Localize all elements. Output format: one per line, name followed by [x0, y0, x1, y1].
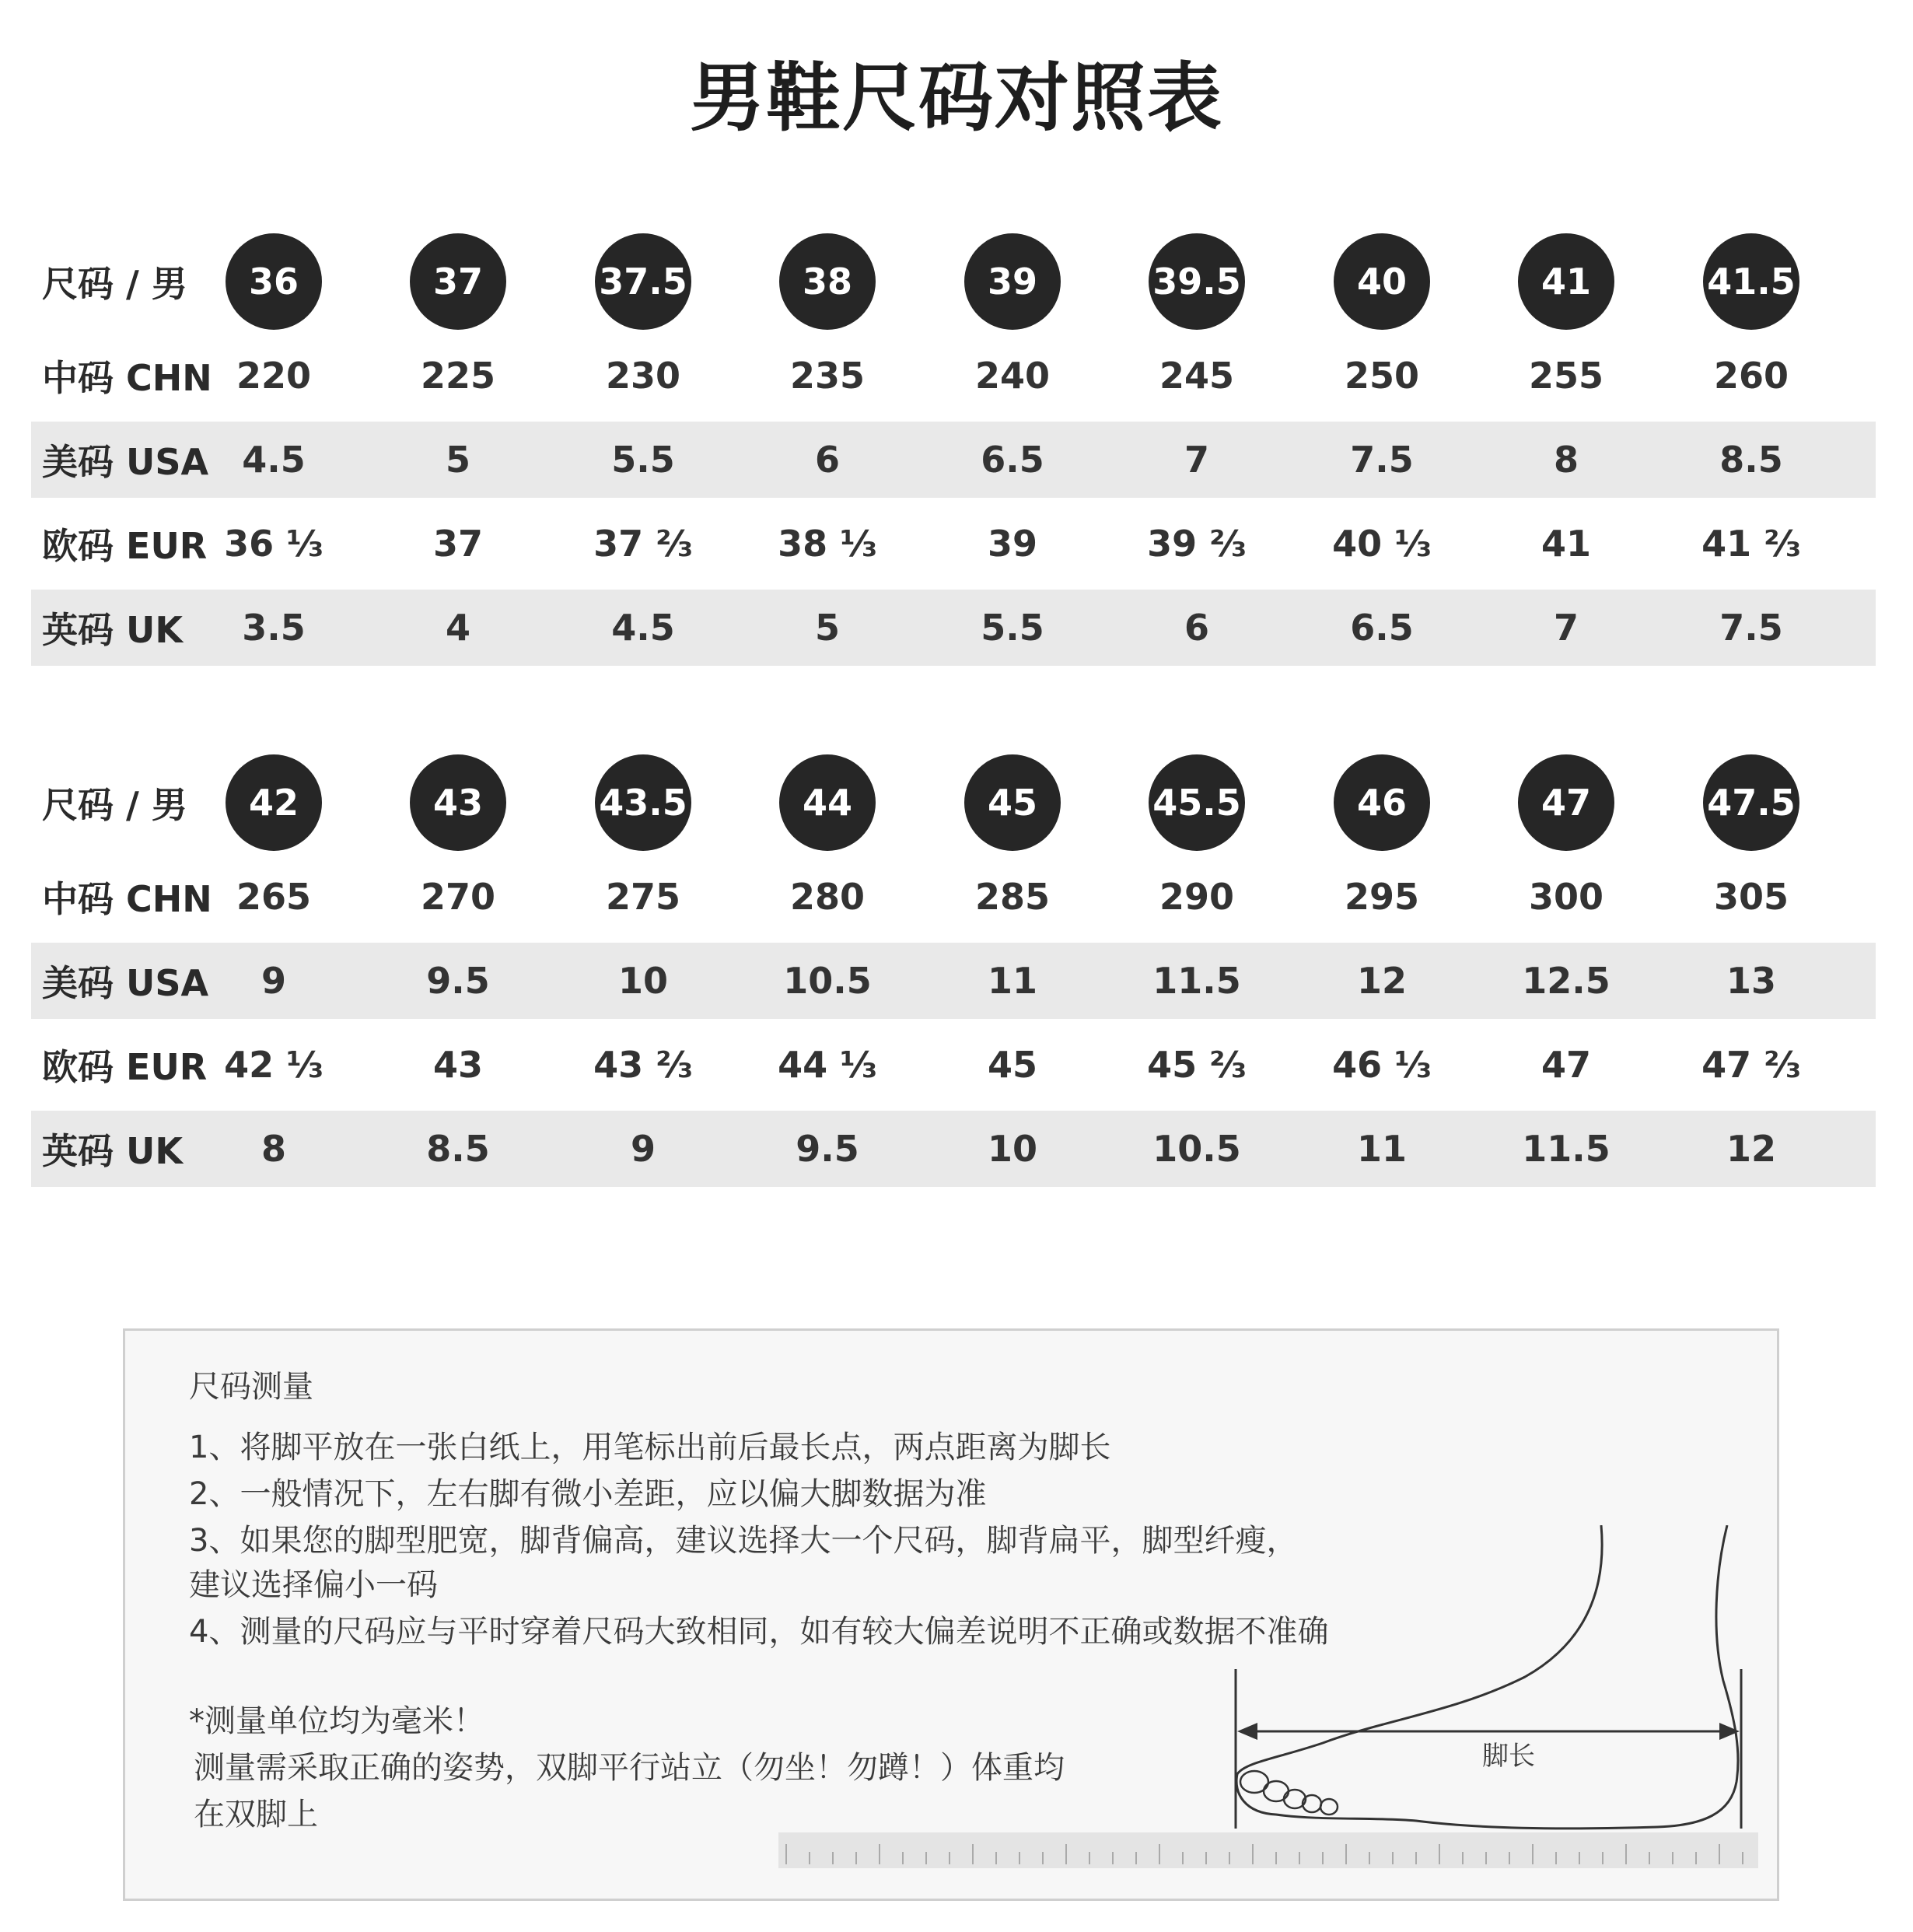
- value-cell-chn: 265: [236, 876, 312, 918]
- value-cell-eur: 43: [432, 1044, 483, 1086]
- measurement-step: 4、测量的尺码应与平时穿着尺码大致相同，如有较大偏差说明不正确或数据不准确: [189, 1614, 1329, 1650]
- value-cell-usa: 5: [445, 439, 470, 481]
- value-cell-uk: 10.5: [1152, 1128, 1241, 1170]
- size-circle: 38: [779, 233, 876, 330]
- value-cell-usa: 7: [1184, 439, 1209, 481]
- row-label-sizes: 尺码 / 男: [42, 784, 187, 826]
- value-cell-chn: 280: [789, 876, 866, 918]
- value-cell-uk: 11.5: [1522, 1128, 1610, 1170]
- size-table-1: [31, 233, 1876, 666]
- value-cell-eur: 42 ⅓: [224, 1044, 323, 1086]
- value-cell-usa: 10: [617, 960, 668, 1002]
- value-cell-uk: 9: [630, 1128, 656, 1170]
- value-cell-uk: 7.5: [1719, 607, 1783, 649]
- value-cell-usa: 6: [814, 439, 840, 481]
- row-label-usa: 美码 USA: [42, 962, 209, 1004]
- row-label-eur: 欧码 EUR: [42, 1046, 208, 1088]
- value-cell-chn: 300: [1528, 876, 1604, 918]
- size-circle: 47.5: [1703, 754, 1799, 851]
- row-label-uk: 英码 UK: [42, 1130, 184, 1172]
- size-circle: 44: [779, 754, 876, 851]
- size-cell: [388, 233, 528, 330]
- value-cell-usa: 8.5: [1719, 439, 1783, 481]
- value-cell-eur: 40 ⅓: [1332, 523, 1432, 565]
- measurement-step: 3、如果您的脚型肥宽，脚背偏高，建议选择大一个尺码，脚背扁平，脚型纤瘦，: [189, 1523, 1298, 1559]
- row-label-chn: 中码 CHN: [42, 357, 212, 399]
- value-cell-chn: 295: [1344, 876, 1420, 918]
- size-circle: 37.5: [595, 233, 691, 330]
- size-cell: [204, 233, 344, 330]
- arrow-left-head: [1237, 1723, 1257, 1740]
- size-row-uk: [31, 590, 1876, 666]
- value-cell-usa: 11: [987, 960, 1037, 1002]
- value-cell-eur: 46 ⅓: [1332, 1044, 1432, 1086]
- size-row-eur: [31, 498, 1876, 590]
- value-cell-eur: 45 ⅔: [1147, 1044, 1247, 1086]
- size-row-sizes: [31, 754, 1876, 851]
- value-cell-usa: 5.5: [611, 439, 675, 481]
- size-row-chn: [31, 851, 1876, 943]
- size-cell: [1127, 754, 1267, 851]
- measurement-step: 1、将脚平放在一张白纸上，用笔标出前后最长点，两点距离为脚长: [189, 1430, 1111, 1465]
- size-row-sizes: [31, 233, 1876, 330]
- value-cell-uk: 5.5: [981, 607, 1044, 649]
- size-circle: 45: [964, 754, 1061, 851]
- size-circle: 45.5: [1149, 754, 1245, 851]
- value-cell-uk: 4.5: [611, 607, 675, 649]
- value-cell-uk: 11: [1356, 1128, 1407, 1170]
- size-circle: 42: [226, 754, 322, 851]
- size-table-2: [31, 754, 1876, 1187]
- value-cell-eur: 47: [1541, 1044, 1591, 1086]
- size-cell: [1127, 233, 1267, 330]
- value-cell-chn: 245: [1159, 355, 1235, 397]
- size-cell: [573, 754, 713, 851]
- foot-length-label: 脚长: [1482, 1741, 1535, 1772]
- value-cell-usa: 7.5: [1350, 439, 1414, 481]
- value-cell-eur: 38 ⅓: [778, 523, 877, 565]
- size-cell: [1496, 754, 1636, 851]
- toes: [1240, 1771, 1338, 1815]
- size-cell: [1681, 754, 1821, 851]
- size-circle: 36: [226, 233, 322, 330]
- measurement-note: 在双脚上: [194, 1797, 318, 1832]
- size-cell: [757, 233, 897, 330]
- size-circle: 37: [410, 233, 506, 330]
- value-cell-eur: 39 ⅔: [1147, 523, 1247, 565]
- size-row-chn: [31, 330, 1876, 422]
- size-circle: 39: [964, 233, 1061, 330]
- measurement-note: *测量单位均为毫米！: [189, 1703, 484, 1739]
- size-row-usa: [31, 943, 1876, 1019]
- size-cell: [943, 233, 1082, 330]
- value-cell-chn: 260: [1713, 355, 1789, 397]
- size-cell: [204, 754, 344, 851]
- size-circle: 43.5: [595, 754, 691, 851]
- row-label-usa: 美码 USA: [42, 441, 209, 483]
- measurement-note: 测量需采取正确的姿势，双脚平行站立（勿坐！勿蹲！）体重均: [194, 1750, 1065, 1786]
- value-cell-usa: 4.5: [242, 439, 306, 481]
- value-cell-eur: 41: [1541, 523, 1591, 565]
- size-row-eur: [31, 1019, 1876, 1111]
- value-cell-uk: 3.5: [242, 607, 306, 649]
- size-cell: [1496, 233, 1636, 330]
- value-cell-chn: 275: [605, 876, 681, 918]
- row-label-eur: 欧码 EUR: [42, 525, 208, 567]
- size-cell: [757, 754, 897, 851]
- value-cell-eur: 43 ⅔: [593, 1044, 693, 1086]
- value-cell-chn: 270: [420, 876, 496, 918]
- value-cell-chn: 230: [605, 355, 681, 397]
- measurement-title: 尺码测量: [189, 1369, 313, 1405]
- value-cell-eur: 45: [987, 1044, 1037, 1086]
- value-cell-uk: 12: [1726, 1128, 1776, 1170]
- size-circle: 41.5: [1703, 233, 1799, 330]
- value-cell-usa: 9.5: [426, 960, 490, 1002]
- value-cell-usa: 11.5: [1152, 960, 1241, 1002]
- value-cell-uk: 8.5: [426, 1128, 490, 1170]
- measurement-step: 2、一般情况下，左右脚有微小差距，应以偏大脚数据为准: [189, 1476, 987, 1512]
- value-cell-uk: 8: [261, 1128, 286, 1170]
- row-label-chn: 中码 CHN: [42, 878, 212, 920]
- value-cell-usa: 13: [1726, 960, 1776, 1002]
- value-cell-usa: 10.5: [783, 960, 872, 1002]
- value-cell-usa: 9: [261, 960, 286, 1002]
- value-cell-uk: 5: [814, 607, 840, 649]
- value-cell-usa: 6.5: [981, 439, 1044, 481]
- row-label-uk: 英码 UK: [42, 609, 184, 651]
- value-cell-usa: 12.5: [1522, 960, 1610, 1002]
- measurement-step: 建议选择偏小一码: [189, 1567, 438, 1603]
- value-cell-uk: 4: [445, 607, 470, 649]
- measurement-box: [123, 1328, 1779, 1901]
- size-cell: [943, 754, 1082, 851]
- size-row-uk: [31, 1111, 1876, 1187]
- value-cell-usa: 12: [1356, 960, 1407, 1002]
- size-circle: 46: [1334, 754, 1430, 851]
- value-cell-eur: 47 ⅔: [1701, 1044, 1801, 1086]
- size-cell: [1312, 233, 1452, 330]
- value-cell-chn: 235: [789, 355, 866, 397]
- value-cell-chn: 220: [236, 355, 312, 397]
- size-circle: 41: [1518, 233, 1614, 330]
- value-cell-uk: 7: [1553, 607, 1579, 649]
- foot-measure-diagram: [778, 1525, 1758, 1891]
- value-cell-usa: 8: [1553, 439, 1579, 481]
- value-cell-uk: 6: [1184, 607, 1209, 649]
- size-cell: [388, 754, 528, 851]
- foot-outline: [1236, 1525, 1738, 1829]
- row-label-sizes: 尺码 / 男: [42, 263, 187, 305]
- value-cell-uk: 6.5: [1350, 607, 1414, 649]
- value-cell-uk: 9.5: [796, 1128, 859, 1170]
- size-circle: 39.5: [1149, 233, 1245, 330]
- value-cell-eur: 37: [432, 523, 483, 565]
- size-cell: [1681, 233, 1821, 330]
- value-cell-chn: 250: [1344, 355, 1420, 397]
- size-cell: [573, 233, 713, 330]
- size-circle: 40: [1334, 233, 1430, 330]
- value-cell-eur: 39: [987, 523, 1037, 565]
- value-cell-chn: 255: [1528, 355, 1604, 397]
- value-cell-chn: 305: [1713, 876, 1789, 918]
- value-cell-uk: 10: [987, 1128, 1037, 1170]
- value-cell-eur: 41 ⅔: [1701, 523, 1801, 565]
- page-title: 男鞋尺码对照表: [690, 54, 1223, 142]
- size-circle: 47: [1518, 754, 1614, 851]
- value-cell-eur: 37 ⅔: [593, 523, 693, 565]
- value-cell-chn: 225: [420, 355, 496, 397]
- size-cell: [1312, 754, 1452, 851]
- value-cell-eur: 36 ⅓: [224, 523, 323, 565]
- size-row-usa: [31, 422, 1876, 498]
- value-cell-chn: 290: [1159, 876, 1235, 918]
- value-cell-chn: 285: [974, 876, 1051, 918]
- size-circle: 43: [410, 754, 506, 851]
- value-cell-chn: 240: [974, 355, 1051, 397]
- value-cell-eur: 44 ⅓: [778, 1044, 877, 1086]
